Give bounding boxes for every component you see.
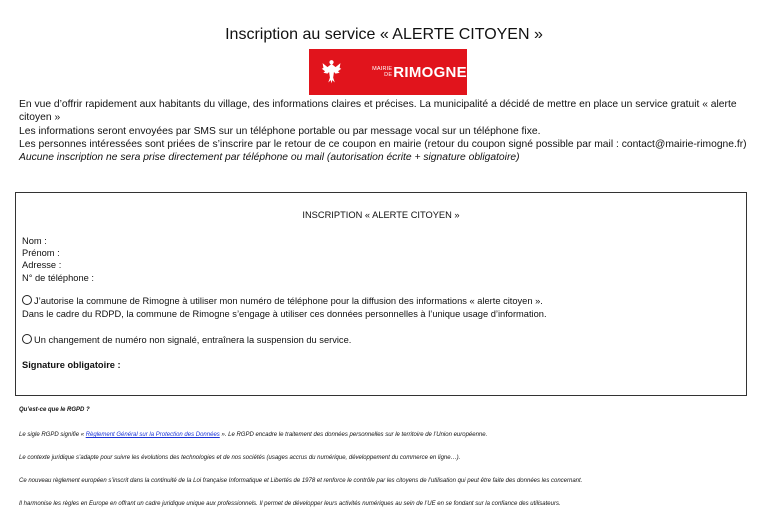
page-title: Inscription au service « ALERTE CITOYEN » [225, 26, 543, 43]
rgpd-line-3: Ce nouveau règlement européen s’inscrit dans la continuité de la Loi française Informatique et Libertés de 1978 et renforce le contrôle par les citoyens de l’utilisation qui peut être faite des données les concernant. [19, 478, 583, 484]
logo-name: RIMOGNE [393, 63, 467, 81]
mairie-logo [309, 49, 467, 95]
field-adresse[interactable]: Adresse : [22, 260, 62, 271]
rgpd-line-4: Il harmonise les règles en Europe en offrant un cadre juridique unique aux professionnels. Il permet de développer leurs activités numériques au sein de l’UE en se fondant sur la confiance des utilisateurs. [19, 501, 561, 507]
form-title: INSCRIPTION « ALERTE CITOYEN » [302, 210, 460, 220]
field-prenom[interactable]: Prénom : [22, 248, 60, 259]
change-radio[interactable] [22, 334, 32, 344]
form-fields [22, 235, 94, 284]
registration-form [15, 192, 747, 396]
logo-small-text: MAIRIE DE [372, 66, 393, 78]
rgpd-question: Qu’est-ce que le RGPD ? [19, 407, 90, 413]
intro-paragraph-2: Les informations seront envoyées par SMS sur un téléphone portable ou par message vocal sur un téléphone fixe. [19, 125, 541, 137]
consent-radio[interactable] [22, 295, 32, 305]
eagle-icon [321, 55, 342, 89]
rgpd-link[interactable]: Règlement Général sur la Protection des Données [85, 432, 220, 438]
intro-text [19, 98, 749, 164]
field-nom[interactable]: Nom : [22, 236, 47, 246]
consent-text-2: Dans le cadre du RDPD, la commune de Rimogne s’engage à utiliser ces données personnelles à l’unique usage d’information. [22, 308, 547, 319]
consent-text-1: J’autorise la commune de Rimogne à utiliser mon numéro de téléphone pour la diffusion des informations « alerte citoyen ». [34, 296, 543, 306]
change-block [22, 334, 351, 347]
consent-block [22, 295, 742, 320]
intro-paragraph-1: En vue d’offrir rapidement aux habitants du village, des informations claires et précises. La municipalité a décidé de mettre en place un service gratuit « alerte citoyen » [19, 99, 737, 124]
rgpd-line-1: Le sigle RGPD signifie « Règlement Général sur la Protection des Données ». Le RGPD encadre le traitement des données personnelles sur le territoire de l’Union européenne. [19, 432, 488, 438]
rgpd-line-2: Le contexte juridique s’adapte pour suivre les évolutions des technologies et de nos sociétés (usages accrus du numérique, développement du commerce en ligne…). [19, 455, 461, 461]
change-text: Un changement de numéro non signalé, entraînera la suspension du service. [34, 335, 352, 345]
signature-label: Signature obligatoire : [22, 360, 121, 370]
intro-paragraph-4: Aucune inscription ne sera prise directement par téléphone ou mail (autorisation écrite + signature obligatoire) [19, 152, 520, 164]
field-telephone[interactable]: N° de téléphone : [22, 272, 94, 283]
intro-paragraph-3: Les personnes intéressées sont priées de s’inscrire par le retour de ce coupon en mairie (retour du coupon signé possible par mail : contact@mairie-rimogne.fr) [19, 138, 747, 150]
